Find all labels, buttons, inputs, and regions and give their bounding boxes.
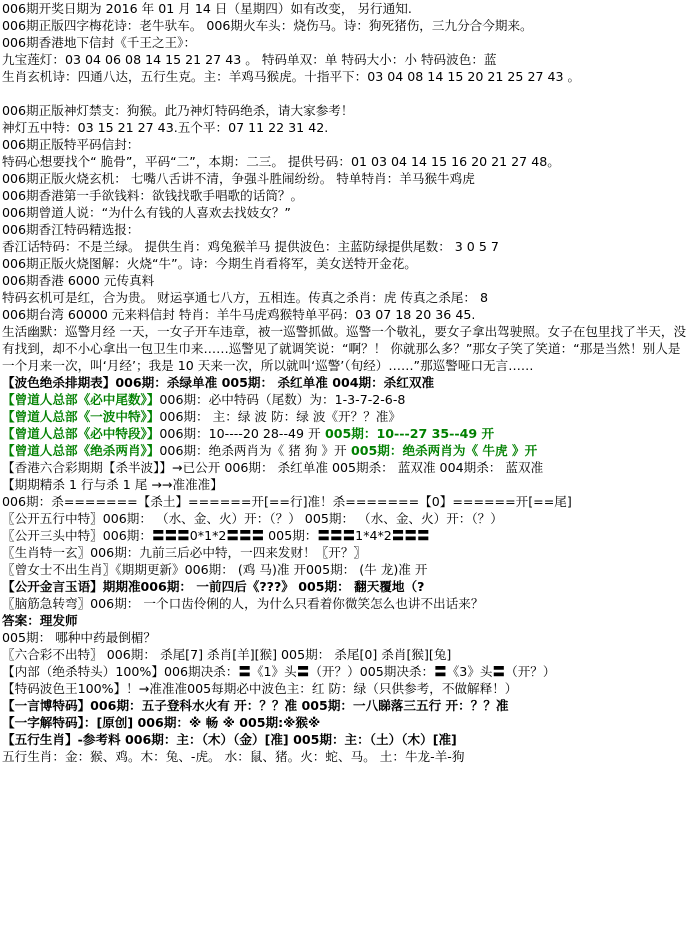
- humor-paragraph: 生活幽默：巡警月经 一天，一女子开车违章，被一巡警抓做。巡警一个敬礼，要女子拿出驾驶照。女子在包里找了半天，没有找到，却不小心拿出一包卫生巾来……巡警见了就调笑说：“啊？！ 你就那么多？”那女子笑了笑道：“那是当然！别人是一个月来一次，叫‘月经’；我是 10 天来一次，所以就叫‘巡警’（旬经）……”那巡警哑口无言……: [2, 324, 687, 373]
- kill-two-006-text: 006期：绝杀两肖为《 猪 狗 》开: [159, 443, 347, 458]
- one-wave-text: 006期： 主：绿 波 防：绿 波《开？？准》: [159, 409, 401, 424]
- nine-lamps-line: 九宝莲灯：03 04 06 08 14 15 21 27 43 。 特码单双：单 特码大小：小 特码波色：蓝: [2, 52, 497, 67]
- kill-two-005-text: 005期：绝杀两肖为《 牛虎 》开: [346, 443, 538, 458]
- xiangjiang-title: 006期香江特码精选报：: [2, 222, 140, 237]
- five-element-line: 〖公开五行中特〗006期： （水、金、火）开：（？） 005期： （水、金、火）开：（？）: [2, 511, 503, 526]
- one-word-bet-line: 【一言博特码】006期：五子登科水火有 开：？？准 005期：一八睇落三五行 开：？？准: [2, 698, 509, 713]
- three-head-line: 〖公开三头中特〗006期：〓〓〓0*1*2〓〓〓 005期：〓〓〓1*4*2〓〓〓: [2, 528, 430, 543]
- no-special-line: 〖六合彩不出特〗 006期： 杀尾[7] 杀肖[羊][猴] 005期： 杀尾[0] 杀肖[猴][兔]: [2, 647, 452, 662]
- flat-envelope-title: 006期正版特平码信封：: [2, 137, 140, 152]
- riddle-answer-line: 答案：理发师: [2, 613, 78, 628]
- color-kill-schedule: 【波色绝杀排期表】006期：杀绿单准 005期： 杀红单准 004期：杀红双准: [2, 375, 435, 390]
- crisp-bone-line: 特码心想要找个“ 脆骨”，平码“二”，本期：二三。 提供号码：01 03 04 14 15 16 20 21 27 48。: [2, 154, 560, 169]
- element-zodiac-list: 五行生肖：金：猴、鸡。木：兔、-虎。 水：鼠、猪。火：蛇、马。 土：牛龙-羊-狗: [2, 749, 465, 764]
- golden-words-line: 【公开金言玉语】期期准006期： 一前四后《???》 005期： 翻天覆地（?: [2, 579, 425, 594]
- lamp-ban-line: 006期正版神灯禁支：狗猴。此乃神灯特码绝杀，请大家参考！: [2, 103, 354, 118]
- half-wave-line: 【香港六合彩期期【杀半波】】→已公开 006期： 杀红单准 005期杀： 蓝双准 004期杀： 蓝双准: [2, 460, 544, 475]
- fire-diagram-line: 006期正版火烧图解：火烧“牛”。诗：今期生肖看将军，美女送特开金花。: [2, 256, 417, 271]
- miss-zeng-line: 〖曾女士不出生肖〗《期期更新》006期： (鸡 马)准 开005期： (牛 龙)准 开: [2, 562, 428, 577]
- plum-poem-line: 006期正版四字梅花诗：老牛驮车。 006期火车头：烧伤马。诗：狗死猪伤，三九分合今期来。: [2, 18, 533, 33]
- zodiac-mystery-line: 〖生肖特一玄〗006期：九前三后必中特，一四来发财！〖开？〗: [2, 545, 367, 560]
- kill-two-line: [2, 442, 688, 459]
- tail-number-line: [2, 391, 688, 408]
- segment-005-text: 005期：10---27 35--49 开: [320, 426, 495, 441]
- fax-mystery-line: 特码玄机可是红，合为贵。 财运享通七八方，五相连。传真之杀肖：虎 传真之杀尾： 8: [2, 290, 488, 305]
- internal-kill-head-line: 【内部（绝杀特头）100%】006期决杀：〓《1》头〓（开？）005期决杀：〓《3》头〓（开？）: [2, 664, 556, 679]
- fax-6000-title: 006期香港 6000 元传真料: [2, 273, 155, 288]
- zeng-says-line: 006期曾道人说：“为什么有钱的人喜欢去找妓女？”: [2, 205, 291, 220]
- zodiac-poem-line: 生肖玄机诗：四通八达，五行生克。主：羊鸡马猴虎。十指平下：03 04 08 14 15 20 21 25 27 43 。: [2, 69, 581, 84]
- special-segment-line: [2, 425, 688, 442]
- hk-envelope-title: 006期香港地下信封《千王之王》：: [2, 35, 197, 50]
- zeng-kill-label: 【曾道人总部《绝杀两肖》】: [2, 443, 160, 458]
- tail-number-text: 006期：必中特码（尾数）为：1-3-7-2-6-8: [159, 392, 406, 407]
- zeng-segment-label: 【曾道人总部《必中特段》】: [2, 426, 160, 441]
- one-char-line: 【一字解特码】：[原创] 006期：※ 畅 ※ 005期:※猴※: [2, 715, 321, 730]
- riddle-005-line: 005期： 哪种中药最倒楣？: [2, 630, 156, 645]
- taiwan-envelope-line: 006期台湾 60000 元来料信封 特肖：羊牛马虎鸡猴特单平码：03 07 18 20 36 45.: [2, 307, 476, 322]
- zeng-tail-label: 【曾道人总部《必中尾数》】: [2, 392, 160, 407]
- first-hand-line: 006期香港第一手欲钱料：欲钱找歌手唱歌的话筒？。: [2, 188, 304, 203]
- lamp-five-line: 神灯五中特：03 15 21 27 43.五个平：07 11 22 31 42.: [2, 120, 329, 135]
- zeng-wave-label: 【曾道人总部《一波中特》】: [2, 409, 160, 424]
- riddle-line: 〖脑筋急转弯〗006期： 一个口齿伶俐的人，为什么只看着你微笑怎么也讲不出话来？: [2, 596, 484, 611]
- precise-kill-title: 【期期精杀 1 行与杀 1 尾 →→准准准】: [2, 477, 223, 492]
- fire-mystery-line: 006期正版火烧玄机： 七嘴八舌讲不清，争强斗胜闹纷纷。 特单特肖：羊马猴牛鸡虎: [2, 171, 475, 186]
- wave-king-line: 【特码波色王100%】！→准准准005每期必中波色主：红 防：绿（只供参考，不做解释！）: [2, 681, 518, 696]
- xiangjiang-line: 香江话特码：不是兰绿。 提供生肖：鸡兔猴羊马 提供波色：主蓝防绿提供尾数： 3 0 5 7: [2, 239, 499, 254]
- one-wave-line: [2, 408, 688, 425]
- segment-006-text: 006期：10----20 28--49 开: [159, 426, 321, 441]
- element-zodiac-line: 【五行生肖】-参考料 006期：主：（木）（金）[准] 005期：主：（土）（木）[准]: [2, 732, 457, 747]
- draw-date-line: 006期开奖日期为 2016 年 01 月 14 日（星期四）如有改变， 另行通知.: [2, 1, 412, 16]
- kill-element-line: 006期：杀=======【杀土】======开[==行]准！杀=======【0】======开[==尾]: [2, 494, 572, 509]
